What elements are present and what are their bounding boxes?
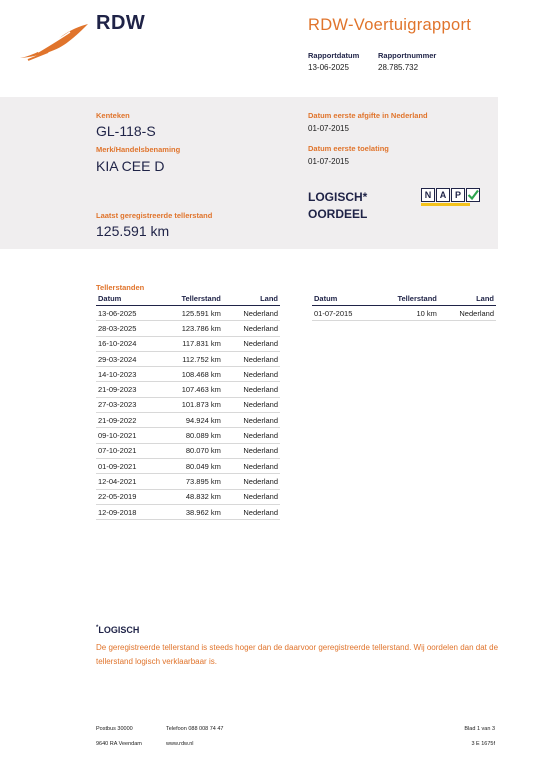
table-row [96, 382, 280, 397]
col-datum: Datum [312, 294, 375, 306]
nap-badge [421, 185, 480, 205]
cell-tellerstand: 38.962 km [159, 504, 223, 519]
cell-land: Nederland [223, 321, 280, 336]
cell-land: Nederland [223, 428, 280, 443]
table-row [96, 351, 280, 366]
footer-page-number: Blad 1 van 3 [464, 726, 495, 732]
merk-value: KIA CEE D [96, 158, 165, 174]
nap-letter-p: P [451, 188, 465, 202]
cell-datum: 28-03-2025 [96, 321, 159, 336]
cell-datum: 21-09-2023 [96, 382, 159, 397]
kenteken-label: Kenteken [96, 111, 130, 120]
cell-datum: 13-06-2025 [96, 306, 159, 321]
footer-telefoon: Telefoon 088 008 74 47 [166, 726, 224, 732]
cell-datum: 29-03-2024 [96, 351, 159, 366]
report-title: RDW-Voertuigrapport [308, 16, 472, 34]
footer-adres: 9640 RA Veendam [96, 741, 142, 747]
cell-land: Nederland [223, 336, 280, 351]
oordeel-line1: LOGISCH* [308, 190, 368, 204]
cell-datum: 09-10-2021 [96, 428, 159, 443]
col-tellerstand: Tellerstand [159, 294, 223, 306]
cell-land: Nederland [223, 382, 280, 397]
cell-land: Nederland [223, 367, 280, 382]
cell-land: Nederland [223, 443, 280, 458]
footer-code: 3 E 1675f [471, 741, 495, 747]
cell-land: Nederland [223, 413, 280, 428]
afgifte-value: 01-07-2015 [308, 124, 349, 133]
cell-land: Nederland [223, 306, 280, 321]
cell-tellerstand: 108.468 km [159, 367, 223, 382]
cell-datum: 07-10-2021 [96, 443, 159, 458]
cell-datum: 21-09-2022 [96, 413, 159, 428]
table-row [96, 413, 280, 428]
table-row [96, 504, 280, 519]
cell-tellerstand: 48.832 km [159, 489, 223, 504]
brand-name: RDW [96, 12, 146, 34]
rdw-logo-icon [18, 22, 90, 62]
cell-datum: 12-04-2021 [96, 474, 159, 489]
nap-letter-n: N [421, 188, 435, 202]
table-row [96, 428, 280, 443]
rapportnummer-label: Rapportnummer [378, 51, 437, 60]
cell-tellerstand: 80.089 km [159, 428, 223, 443]
cell-land: Nederland [223, 504, 280, 519]
table-row [96, 367, 280, 382]
cell-land: Nederland [223, 397, 280, 412]
cell-tellerstand: 125.591 km [159, 306, 223, 321]
rapportnummer-value: 28.785.732 [378, 63, 419, 72]
cell-datum: 12-09-2018 [96, 504, 159, 519]
footer-postbus: Postbus 30000 [96, 726, 133, 732]
table-row [96, 306, 280, 321]
cell-tellerstand: 107.463 km [159, 382, 223, 397]
table-row [96, 474, 280, 489]
tellerstanden-label: Tellerstanden [96, 283, 145, 292]
tellerstanden-table-right [312, 294, 496, 321]
cell-datum: 01-07-2015 [312, 306, 375, 321]
cell-datum: 16-10-2024 [96, 336, 159, 351]
afgifte-label: Datum eerste afgifte in Nederland [308, 111, 428, 120]
cell-datum: 22-05-2019 [96, 489, 159, 504]
oordeel-line2: OORDEEL [308, 207, 368, 221]
nap-letter-a: A [436, 188, 450, 202]
tellerstanden-table-left [96, 294, 280, 520]
cell-datum: 14-10-2023 [96, 367, 159, 382]
cell-land: Nederland [223, 351, 280, 366]
rapportdatum-value: 13-06-2025 [308, 63, 349, 72]
cell-land: Nederland [223, 474, 280, 489]
nap-badge-bar [421, 203, 470, 206]
cell-land: Nederland [439, 306, 496, 321]
footnote-asterisk: * [96, 625, 99, 631]
cell-tellerstand: 101.873 km [159, 397, 223, 412]
checkmark-icon [466, 188, 480, 202]
cell-land: Nederland [223, 489, 280, 504]
cell-land: Nederland [223, 458, 280, 473]
cell-datum: 01-09-2021 [96, 458, 159, 473]
footnote-text: De geregistreerde tellerstand is steeds hoger dan de daarvoor geregistreerde tellerstand. Wij oordelen dan dat de tellerstand logisch verklaarbaar is. [96, 643, 499, 666]
col-tellerstand: Tellerstand [375, 294, 439, 306]
table-row [96, 336, 280, 351]
rapportdatum-label: Rapportdatum [308, 51, 360, 60]
cell-tellerstand: 117.831 km [159, 336, 223, 351]
cell-datum: 27-03-2023 [96, 397, 159, 412]
footnote-title: *LOGISCH [96, 625, 140, 635]
cell-tellerstand: 80.070 km [159, 443, 223, 458]
merk-label: Merk/Handelsbenaming [96, 145, 181, 154]
cell-tellerstand: 73.895 km [159, 474, 223, 489]
cell-tellerstand: 80.049 km [159, 458, 223, 473]
cell-tellerstand: 10 km [375, 306, 439, 321]
footer-web-link[interactable]: www.rdw.nl [166, 741, 194, 747]
teller-label: Laatst geregistreerde tellerstand [96, 211, 213, 220]
table-row [312, 306, 496, 321]
col-datum: Datum [96, 294, 159, 306]
teller-value: 125.591 km [96, 223, 170, 239]
table-row [96, 321, 280, 336]
table-row [96, 443, 280, 458]
table-row [96, 397, 280, 412]
cell-tellerstand: 112.752 km [159, 351, 223, 366]
table-row [96, 458, 280, 473]
col-land: Land [223, 294, 280, 306]
toelating-value: 01-07-2015 [308, 157, 349, 166]
cell-tellerstand: 123.786 km [159, 321, 223, 336]
kenteken-value: GL-118-S [96, 123, 156, 139]
table-row [96, 489, 280, 504]
toelating-label: Datum eerste toelating [308, 144, 389, 153]
cell-tellerstand: 94.924 km [159, 413, 223, 428]
col-land: Land [439, 294, 496, 306]
